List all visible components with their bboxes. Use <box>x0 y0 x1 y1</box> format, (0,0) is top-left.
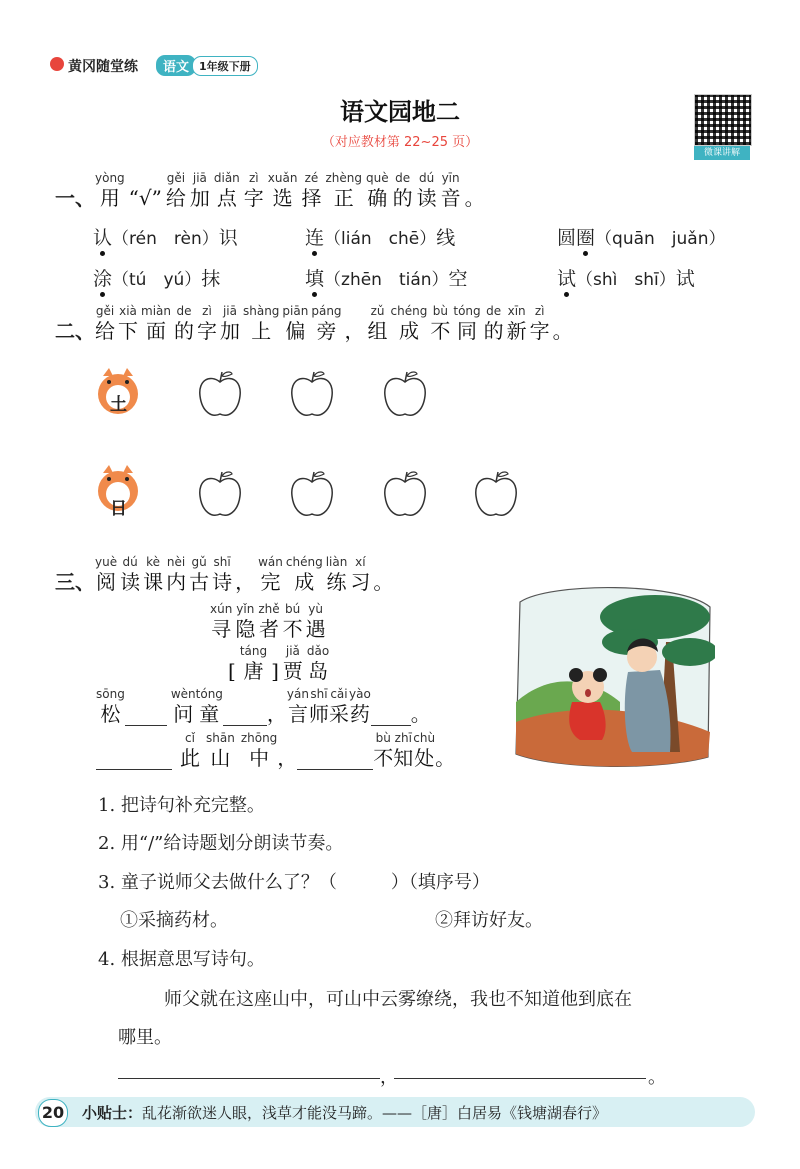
poem-char: shān 山 <box>206 731 235 770</box>
pinyin-char: piān 偏 <box>282 304 309 343</box>
pinyin-char: nèi 内 <box>166 555 187 594</box>
pinyin-char: gěi 给 <box>95 304 115 343</box>
question-1-heading <box>55 170 489 210</box>
word-tail: 空 <box>448 268 468 290</box>
dotted-char: 涂 <box>93 264 112 291</box>
root-char-1: 土 <box>110 395 127 415</box>
pinyin-char: kè 课 <box>143 555 164 594</box>
task-1: 1. 把诗句补充完整。 <box>98 795 265 816</box>
pinyin-char: gěi 给 <box>165 171 186 210</box>
pinyin-char: bú 不 <box>282 602 303 641</box>
poem-char: cǐ 此 <box>180 731 200 770</box>
apple-answer-box[interactable] <box>381 368 429 420</box>
poem-blank[interactable] <box>371 701 411 726</box>
reading-item-3[interactable] <box>557 223 725 250</box>
pinyin-char: xuǎn 选 <box>267 171 298 210</box>
pinyin-options[interactable]: （lián chē） <box>324 229 437 249</box>
poem-char: yán 言 <box>286 687 309 726</box>
question-2-heading <box>55 303 576 343</box>
pinyin-char: dú 读 <box>416 171 437 210</box>
pinyin-char: xīn 新 <box>506 304 527 343</box>
poem-char: ， <box>277 746 298 770</box>
poem-char: shī 师 <box>308 687 329 726</box>
brand-name: 黄冈随堂练 <box>68 59 138 75</box>
word-tail: 抹 <box>201 268 221 290</box>
qr-code-icon[interactable] <box>694 94 752 146</box>
qr-label: 微课讲解 <box>694 146 750 160</box>
pinyin-char: ] <box>271 659 279 683</box>
poem-char: cǎi 采 <box>328 687 349 726</box>
task-4: 4. 根据意思写诗句。 <box>98 949 265 970</box>
pinyin-char: 。 <box>373 570 394 594</box>
subject-badge: 语文 <box>156 55 196 76</box>
task-4-paragraph-line-2: 哪里。 <box>118 1027 172 1048</box>
pinyin-char: liàn 练 <box>325 555 348 594</box>
reading-item-2[interactable] <box>305 223 455 250</box>
pinyin-char: chéng 成 <box>390 304 428 343</box>
pinyin-char: de 的 <box>483 304 504 343</box>
apple-answer-box[interactable] <box>196 468 244 520</box>
tip-quote: 乱花渐欲迷人眼，浅草才能没马蹄。——［唐］白居易《钱塘湖春行》 <box>142 1104 608 1122</box>
reading-item-1[interactable] <box>93 223 238 250</box>
word-head: 圆 <box>557 227 577 249</box>
pinyin-char: xià 下 <box>118 304 138 343</box>
poem-char: yào 药 <box>348 687 371 726</box>
pinyin-char: zhě 者 <box>258 602 280 641</box>
task-3-option-2[interactable]: ②拜访好友。 <box>435 910 543 931</box>
grade-badge: 1年级下册 <box>192 56 258 76</box>
poem-char: wèn 问 <box>170 687 196 726</box>
pinyin-char: zì 字 <box>196 304 217 343</box>
pinyin-char: zǔ 组 <box>367 304 388 343</box>
pinyin-options[interactable]: （rén rèn） <box>112 229 219 249</box>
tip-text <box>82 1102 607 1123</box>
page-title: 语文园地二 <box>340 98 460 126</box>
pinyin-char: jiǎ 贾 <box>282 644 303 683</box>
pinyin-char: què 确 <box>365 171 389 210</box>
answer-period: 。 <box>648 1067 666 1088</box>
pinyin-char: shī 诗 <box>212 555 233 594</box>
pinyin-char: yù 遇 <box>305 602 326 641</box>
poem-author <box>228 643 333 683</box>
apple-answer-box[interactable] <box>472 468 520 520</box>
reading-item-5[interactable] <box>305 264 468 291</box>
poem-blank[interactable] <box>125 701 167 726</box>
pinyin-char: shàng 上 <box>242 304 280 343</box>
pinyin-char: táng 唐 <box>239 644 268 683</box>
task-4-paragraph-line-1: 师父就在这座山中，可山中云雾缭绕，我也不知道他到底在 <box>164 989 632 1010</box>
answer-line-1[interactable] <box>118 1078 380 1079</box>
task-3-option-1[interactable]: ①采摘药材。 <box>120 910 228 931</box>
poem-char: ， <box>266 702 287 726</box>
pinyin-char: xí 习 <box>350 555 371 594</box>
pinyin-char: páng 旁 <box>311 304 342 343</box>
poem-blank[interactable] <box>297 745 373 770</box>
pinyin-char: jiā 加 <box>189 171 210 210</box>
pinyin-char: de 的 <box>173 304 194 343</box>
pinyin-char: miàn 面 <box>141 304 171 343</box>
reading-item-6[interactable] <box>557 264 695 291</box>
task-3[interactable]: 3. 童子说师父去做什么了？（ ）（填序号） <box>98 872 490 893</box>
poem-char: 。 <box>435 746 456 770</box>
pinyin-char: 。 <box>464 186 485 210</box>
poem-blank[interactable] <box>223 701 267 726</box>
question-number: 一、 <box>55 186 95 210</box>
pinyin-char: xún 寻 <box>210 602 233 641</box>
pinyin-char: [ <box>228 659 236 683</box>
tip-label: 小贴士： <box>82 1104 143 1122</box>
poem-char: tóng 童 <box>195 687 223 726</box>
page-number: 20 <box>38 1099 68 1127</box>
pinyin-char: zé 择 <box>301 171 322 210</box>
word-tail: 识 <box>218 227 238 249</box>
reading-item-4[interactable] <box>93 264 220 291</box>
question-3-heading <box>55 554 396 594</box>
pinyin-options[interactable]: （quān juǎn） <box>595 229 726 249</box>
word-tail: 试 <box>675 268 695 290</box>
dotted-char: 圈 <box>576 223 595 250</box>
pinyin-char: yǐn 隐 <box>235 602 256 641</box>
root-char-2: 日 <box>110 499 127 519</box>
pinyin-char: 。 <box>552 319 573 343</box>
answer-line-2[interactable] <box>394 1078 646 1079</box>
pinyin-char: dú 读 <box>120 555 141 594</box>
pinyin-char: wán 完 <box>258 555 283 594</box>
poem-line-1 <box>96 686 431 726</box>
dotted-char: 填 <box>305 264 324 291</box>
question-number: 三、 <box>55 570 95 594</box>
pinyin-char: bù 不 <box>430 304 451 343</box>
pinyin-char: zhèng 正 <box>325 171 362 210</box>
apple-answer-box[interactable] <box>288 468 336 520</box>
dotted-char: 认 <box>93 223 112 250</box>
task-2: 2. 用“/”给诗题划分朗读节奏。 <box>98 833 344 854</box>
dotted-char: 试 <box>557 264 576 291</box>
pinyin-char: ， <box>344 319 365 343</box>
pinyin-char: ， <box>235 570 256 594</box>
answer-comma: ， <box>380 1067 398 1088</box>
scholar-and-boy-illustration <box>510 582 715 770</box>
poem-blank[interactable] <box>96 745 172 770</box>
pinyin-char: tóng 同 <box>453 304 481 343</box>
pinyin-char: zì 字 <box>529 304 550 343</box>
poem-char: 。 <box>410 702 431 726</box>
pinyin-options[interactable]: （tú yú） <box>112 270 202 290</box>
poem-char: zhī 知 <box>393 731 414 770</box>
page-subtitle: （对应教材第 22~25 页） <box>321 135 479 150</box>
poem-line-2 <box>96 730 455 770</box>
poem-char: zhōng 中 <box>240 731 278 770</box>
pinyin-char: zì 字 <box>243 171 264 210</box>
apple-answer-box[interactable] <box>196 368 244 420</box>
question-number: 二、 <box>55 319 95 343</box>
apple-answer-box[interactable] <box>381 468 429 520</box>
apple-answer-box[interactable] <box>288 368 336 420</box>
pinyin-char: chéng 成 <box>285 555 323 594</box>
pinyin-char: yīn 音 <box>440 171 461 210</box>
poem-illustration <box>510 582 715 774</box>
pinyin-char: dǎo 岛 <box>306 644 330 683</box>
pinyin-options[interactable]: （shì shī） <box>576 270 676 290</box>
poem-title <box>210 601 329 641</box>
poem-char: chù 处 <box>413 731 436 770</box>
dotted-char: 连 <box>305 223 324 250</box>
pinyin-char: diǎn 点 <box>213 171 240 210</box>
pinyin-char: yuè 阅 <box>95 555 118 594</box>
pinyin-char: “√” <box>128 186 162 210</box>
brand-logo-icon <box>50 57 64 71</box>
pinyin-char: yòng 用 <box>95 171 125 210</box>
poem-char: bù 不 <box>373 731 394 770</box>
pinyin-char: jiā 加 <box>219 304 240 343</box>
pinyin-options[interactable]: （zhēn tián） <box>324 270 449 290</box>
word-tail: 线 <box>436 227 456 249</box>
pinyin-char: gǔ 古 <box>189 555 210 594</box>
poem-char: sōng 松 <box>96 687 125 726</box>
pinyin-char: de 的 <box>392 171 413 210</box>
